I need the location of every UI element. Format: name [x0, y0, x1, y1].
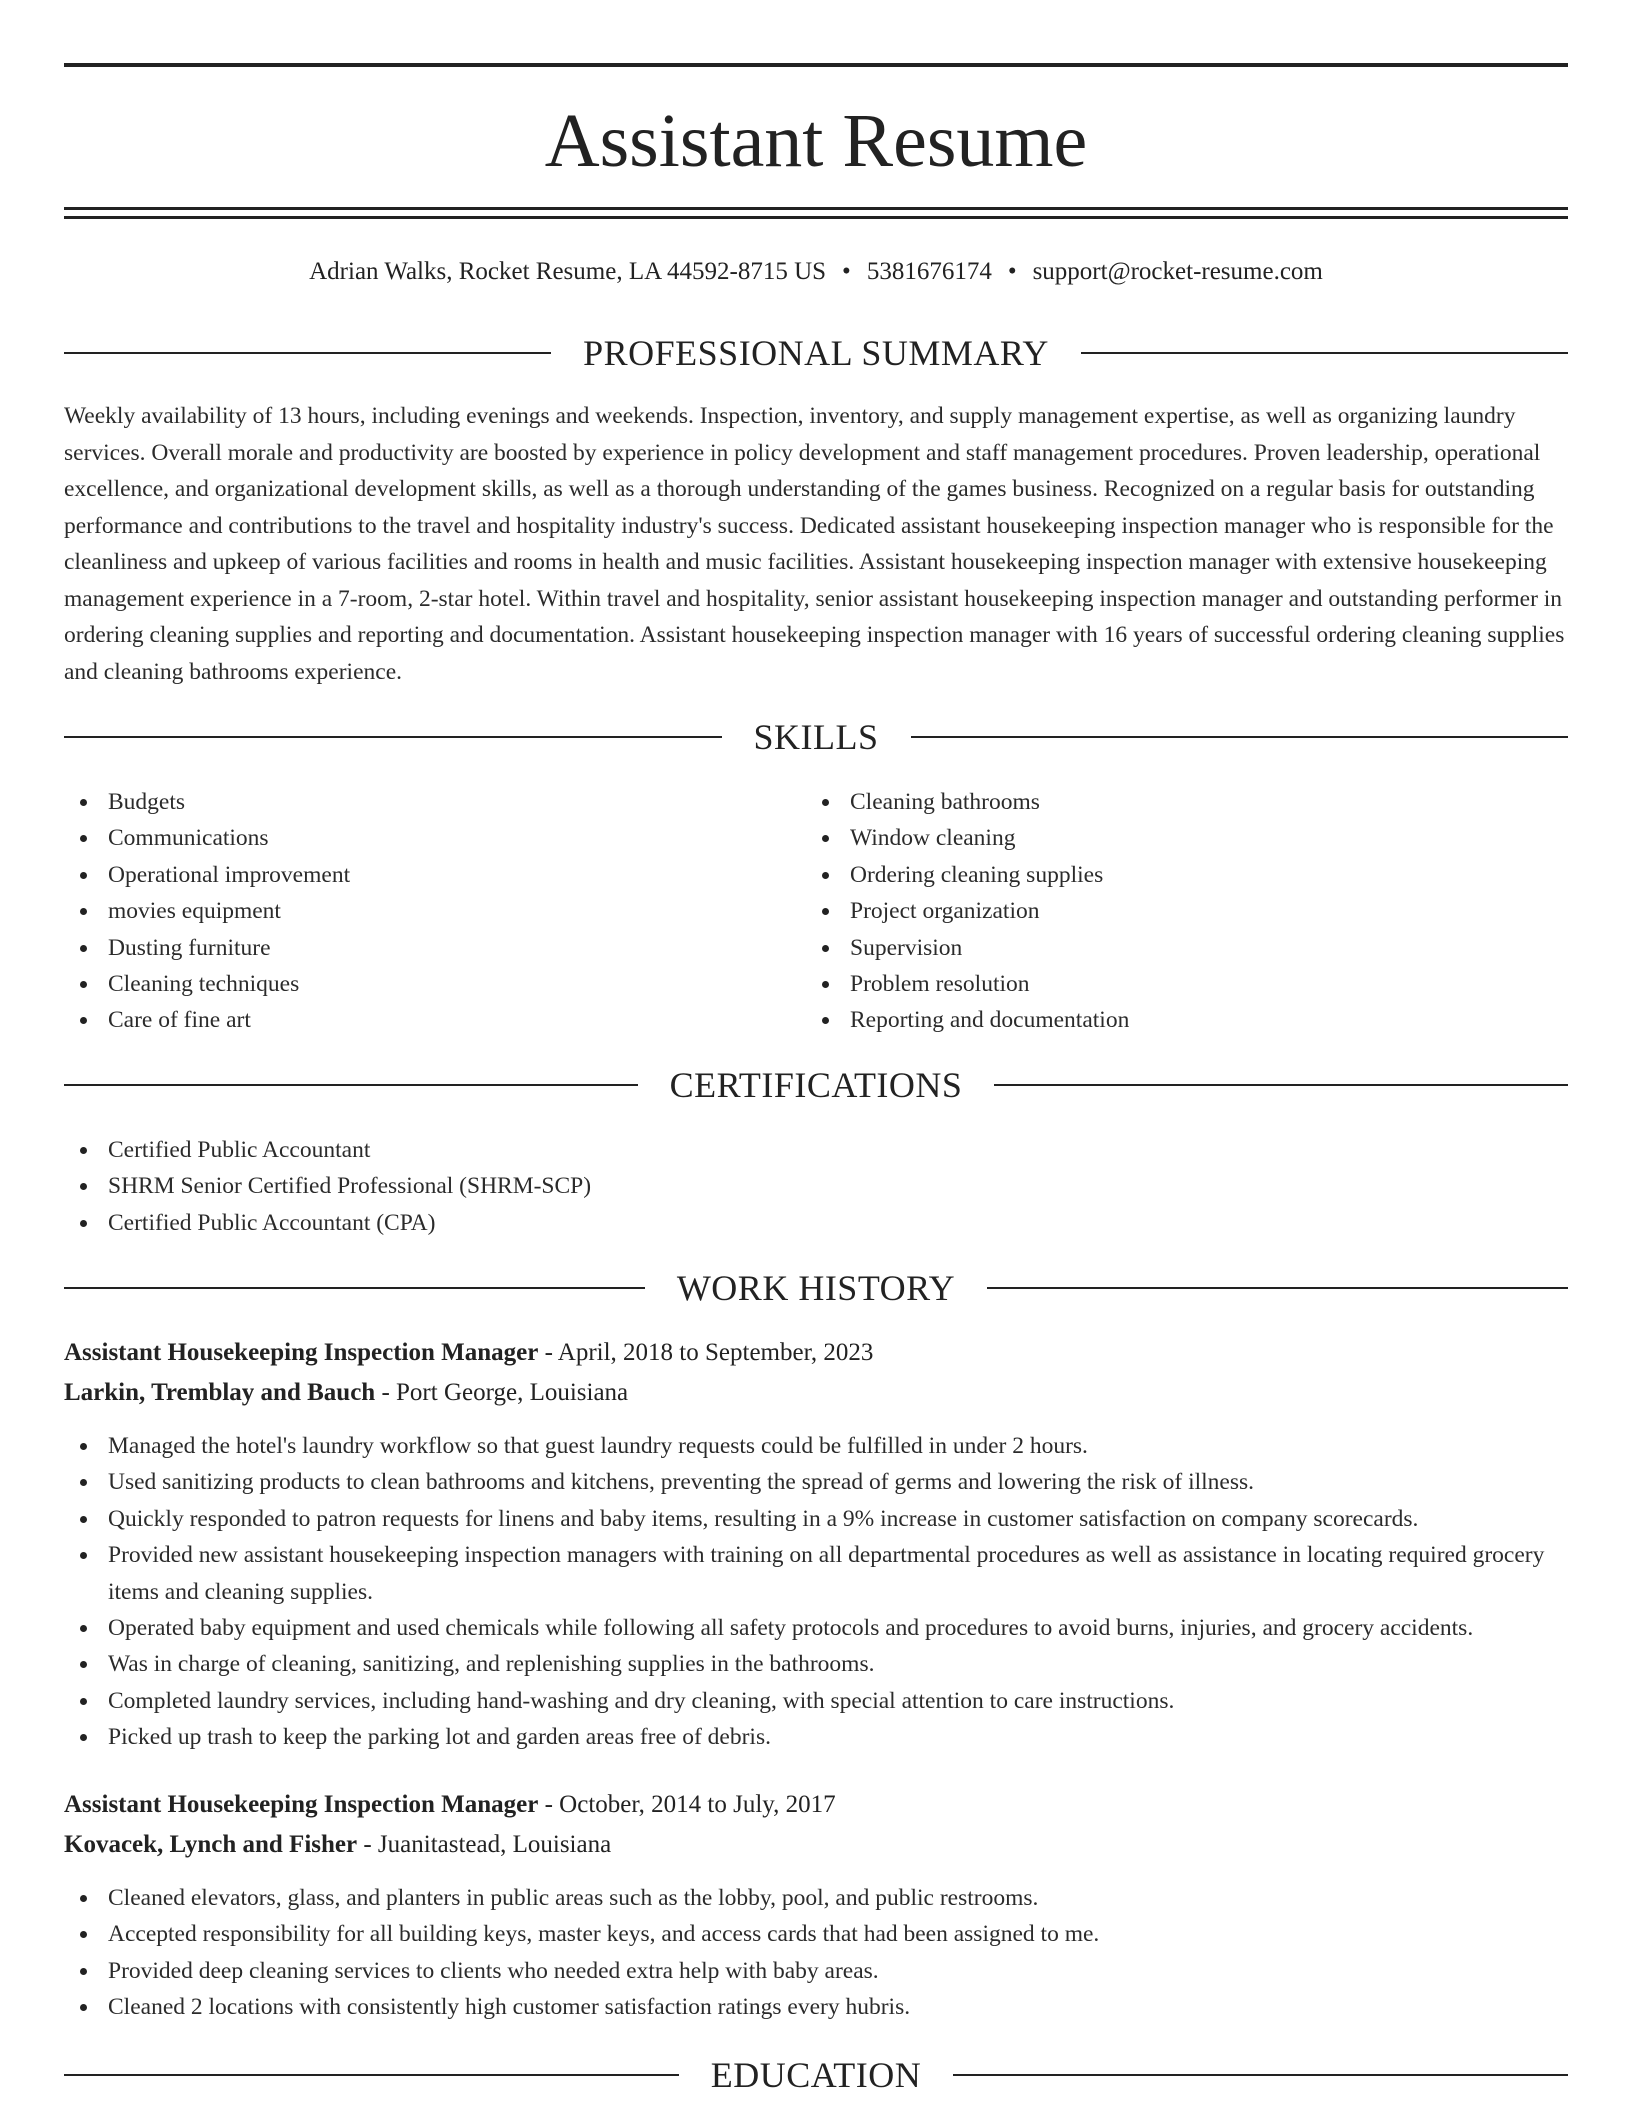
job-bullet: Operated baby equipment and used chemicals while following all safety protocols and procedures to avoid burns, injuries, and grocery accidents.: [64, 1610, 1568, 1646]
contact-line: [64, 252, 1568, 292]
section-title: SKILLS: [753, 717, 879, 757]
heading-rule: [64, 2074, 679, 2076]
skill-item: Care of fine art: [64, 1002, 764, 1038]
section-title: CERTIFICATIONS: [669, 1065, 963, 1105]
job-company-line: [64, 1373, 1568, 1413]
skill-item: Project organization: [806, 893, 1506, 929]
contact-phone: 5381676174: [866, 258, 992, 285]
heading-rule: [994, 1084, 1568, 1086]
heading-rule: [64, 1084, 638, 1086]
certifications-list: [64, 1132, 1568, 1241]
job-bullets: [64, 1880, 1568, 2026]
summary-paragraph: Weekly availability of 13 hours, including evenings and weekends. Inspection, inventory, and supply management expertise, as well as organizing laundry services. Overall morale and productivity are boosted by experience in policy development and staff management procedures. Proven leadership, operational excellence, and organizational development skills, as well as a thorough understanding of the games business. Recognized on a regular basis for outstanding performance and contributions to the travel and hospitality industry's success. Dedicated assistant housekeeping inspection manager who is responsible for the cleanliness and upkeep of various facilities and rooms in health and music facilities. Assistant housekeeping inspection manager with extensive housekeeping management experience in a 7-room, 2-star hotel. Within travel and hospitality, senior assistant housekeeping inspection manager and outstanding performer in ordering cleaning supplies and reporting and documentation. Assistant housekeeping inspection manager with 16 years of successful ordering cleaning supplies and cleaning bathrooms experience.: [64, 403, 1565, 685]
skill-item: Supervision: [806, 930, 1506, 966]
job-company: Larkin, Tremblay and Bauch: [64, 1379, 376, 1406]
job-title-line: [64, 1333, 1568, 1373]
job-location: - Juanitastead, Louisiana: [357, 1831, 612, 1858]
title-rule-upper: [64, 207, 1568, 210]
certification-item: Certified Public Accountant (CPA): [64, 1205, 1568, 1241]
heading-rule: [64, 1287, 645, 1289]
skill-item: Operational improvement: [64, 857, 764, 893]
heading-rule: [987, 1287, 1568, 1289]
job-bullet: Completed laundry services, including hand-washing and dry cleaning, with special attention to care instructions.: [64, 1683, 1568, 1719]
skill-item: Budgets: [64, 784, 764, 820]
title-rule-lower: [64, 216, 1568, 219]
section-heading-summary: [64, 330, 1568, 376]
job-dates: - April, 2018 to September, 2023: [538, 1339, 874, 1366]
contact-separator: •: [1007, 258, 1017, 285]
section-heading-work-history: [64, 1265, 1568, 1311]
skill-item: Cleaning techniques: [64, 966, 764, 1002]
section-title: EDUCATION: [710, 2055, 922, 2095]
skills-list-right: [806, 784, 1506, 1039]
certification-item: Certified Public Accountant: [64, 1132, 1568, 1168]
top-rule: [64, 63, 1568, 67]
contact-email: support@rocket-resume.com: [1032, 258, 1323, 285]
contact-separator: •: [842, 258, 851, 285]
section-heading-skills: [64, 714, 1568, 760]
heading-rule: [911, 736, 1569, 738]
heading-rule: [64, 736, 722, 738]
job-bullet: Provided deep cleaning services to clients who needed extra help with baby areas.: [64, 1953, 1568, 1989]
job-bullet: Cleaned 2 locations with consistently high customer satisfaction ratings every hubris.: [64, 1989, 1568, 2025]
job-bullet: Provided new assistant housekeeping inspection managers with training on all departmental procedures as well as assistance in locating required grocery items and cleaning supplies.: [64, 1537, 1568, 1610]
job-company: Kovacek, Lynch and Fisher: [64, 1831, 358, 1858]
job-bullet: Accepted responsibility for all building keys, master keys, and access cards that had been assigned to me.: [64, 1916, 1568, 1952]
section-heading-certifications: [64, 1062, 1568, 1108]
certification-item: SHRM Senior Certified Professional (SHRM-SCP): [64, 1168, 1568, 1204]
job-bullet: Cleaned elevators, glass, and planters in public areas such as the lobby, pool, and public restrooms.: [64, 1880, 1568, 1916]
skill-item: Ordering cleaning supplies: [806, 857, 1506, 893]
section-title: WORK HISTORY: [676, 1268, 956, 1308]
job-bullet: Picked up trash to keep the parking lot and garden areas free of debris.: [64, 1719, 1568, 1755]
heading-rule: [953, 2074, 1568, 2076]
skill-item: movies equipment: [64, 893, 764, 929]
job-title-line: [64, 1785, 1568, 1825]
skill-item: Dusting furniture: [64, 930, 764, 966]
section-heading-education: [64, 2052, 1568, 2098]
job-title: Assistant Housekeeping Inspection Manager: [64, 1791, 539, 1818]
job-bullet: Quickly responded to patron requests for linens and baby items, resulting in a 9% increase in customer satisfaction on company scorecards.: [64, 1501, 1568, 1537]
skill-item: Problem resolution: [806, 966, 1506, 1002]
skill-item: Cleaning bathrooms: [806, 784, 1506, 820]
skills-list-left: [64, 784, 764, 1039]
resume-page: [64, 0, 1568, 2112]
job-location: - Port George, Louisiana: [375, 1379, 629, 1406]
job-company-line: [64, 1825, 1568, 1865]
section-title: PROFESSIONAL SUMMARY: [583, 333, 1049, 373]
job-bullet: Managed the hotel's laundry workflow so that guest laundry requests could be fulfilled in under 2 hours.: [64, 1428, 1568, 1464]
job-bullet: Was in charge of cleaning, sanitizing, and replenishing supplies in the bathrooms.: [64, 1646, 1568, 1682]
heading-rule: [1081, 352, 1568, 354]
job-dates: - October, 2014 to July, 2017: [538, 1791, 836, 1818]
job-bullet: Used sanitizing products to clean bathrooms and kitchens, preventing the spread of germs and lowering the risk of illness.: [64, 1464, 1568, 1500]
skill-item: Reporting and documentation: [806, 1002, 1506, 1038]
skill-item: Window cleaning: [806, 820, 1506, 856]
skill-item: Communications: [64, 820, 764, 856]
contact-address: Adrian Walks, Rocket Resume, LA 44592-8715 US: [309, 258, 827, 285]
job-bullets: [64, 1428, 1568, 1756]
job-title: Assistant Housekeeping Inspection Manager: [64, 1339, 539, 1366]
heading-rule: [64, 352, 551, 354]
resume-title: Assistant Resume: [544, 99, 1088, 183]
